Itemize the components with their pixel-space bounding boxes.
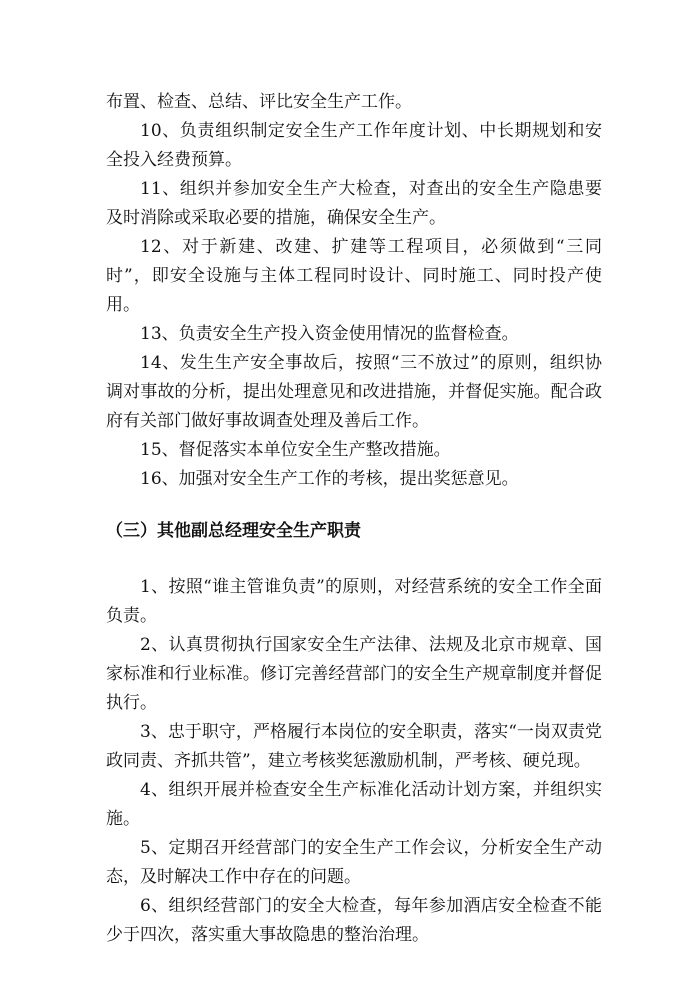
list-item: 2、认真贯彻执行国家安全生产法律、法规及北京市规章、国家标准和行业标准。修订完善经营部门的安全生产规章制度并督促执行。	[106, 635, 602, 713]
spacer	[106, 546, 602, 573]
continuation-text: 布置、检查、总结、评比安全生产工作。	[106, 92, 412, 112]
list-item: 15、督促落实本单位安全生产整改措施。	[140, 440, 451, 460]
list-item: 4、组织开展并检查安全生产标准化活动计划方案，并组织实施。	[106, 780, 602, 829]
list-item: 14、发生生产安全事故后，按照“三不放过”的原则，组织协调对事故的分析，提出处理意见和改进措施，并督促实施。配合政府有关部门做好事故调查处理及善后工作。	[106, 353, 602, 431]
section-heading: （三）其他副总经理安全生产职责	[106, 521, 361, 541]
list-item: 13、负责安全生产投入资金使用情况的监督检查。	[140, 324, 519, 344]
list-item: 6、组织经营部门的安全大检查，每年参加酒店安全检查不能少于四次，落实重大事故隐患的整治治理。	[106, 896, 602, 945]
list-item: 1、按照“谁主管谁负责”的原则，对经营系统的安全工作全面负责。	[106, 577, 602, 626]
list-item: 16、加强对安全生产工作的考核，提出奖惩意见。	[140, 469, 519, 489]
list-item: 5、定期召开经营部门的安全生产工作会议，分析安全生产动态，及时解决工作中存在的问题。	[106, 838, 602, 887]
list-item: 3、忠于职守，严格履行本岗位的安全职责，落实“一岗双责党政同责、齐抓共管”，建立考核奖惩激励机制，严考核、硬兑现。	[106, 722, 602, 771]
spacer	[106, 494, 602, 517]
list-item: 11、组织并参加安全生产大检查，对查出的安全生产隐患要及时消除或采取必要的措施，确保安全生产。	[106, 179, 602, 228]
document-page	[106, 88, 602, 950]
list-item: 10、负责组织制定安全生产工作年度计划、中长期规划和安全投入经费预算。	[106, 121, 602, 170]
list-item: 12、对于新建、改建、扩建等工程项目，必须做到“三同时”，即安全设施与主体工程同时设计、同时施工、同时投产使用。	[106, 237, 602, 315]
